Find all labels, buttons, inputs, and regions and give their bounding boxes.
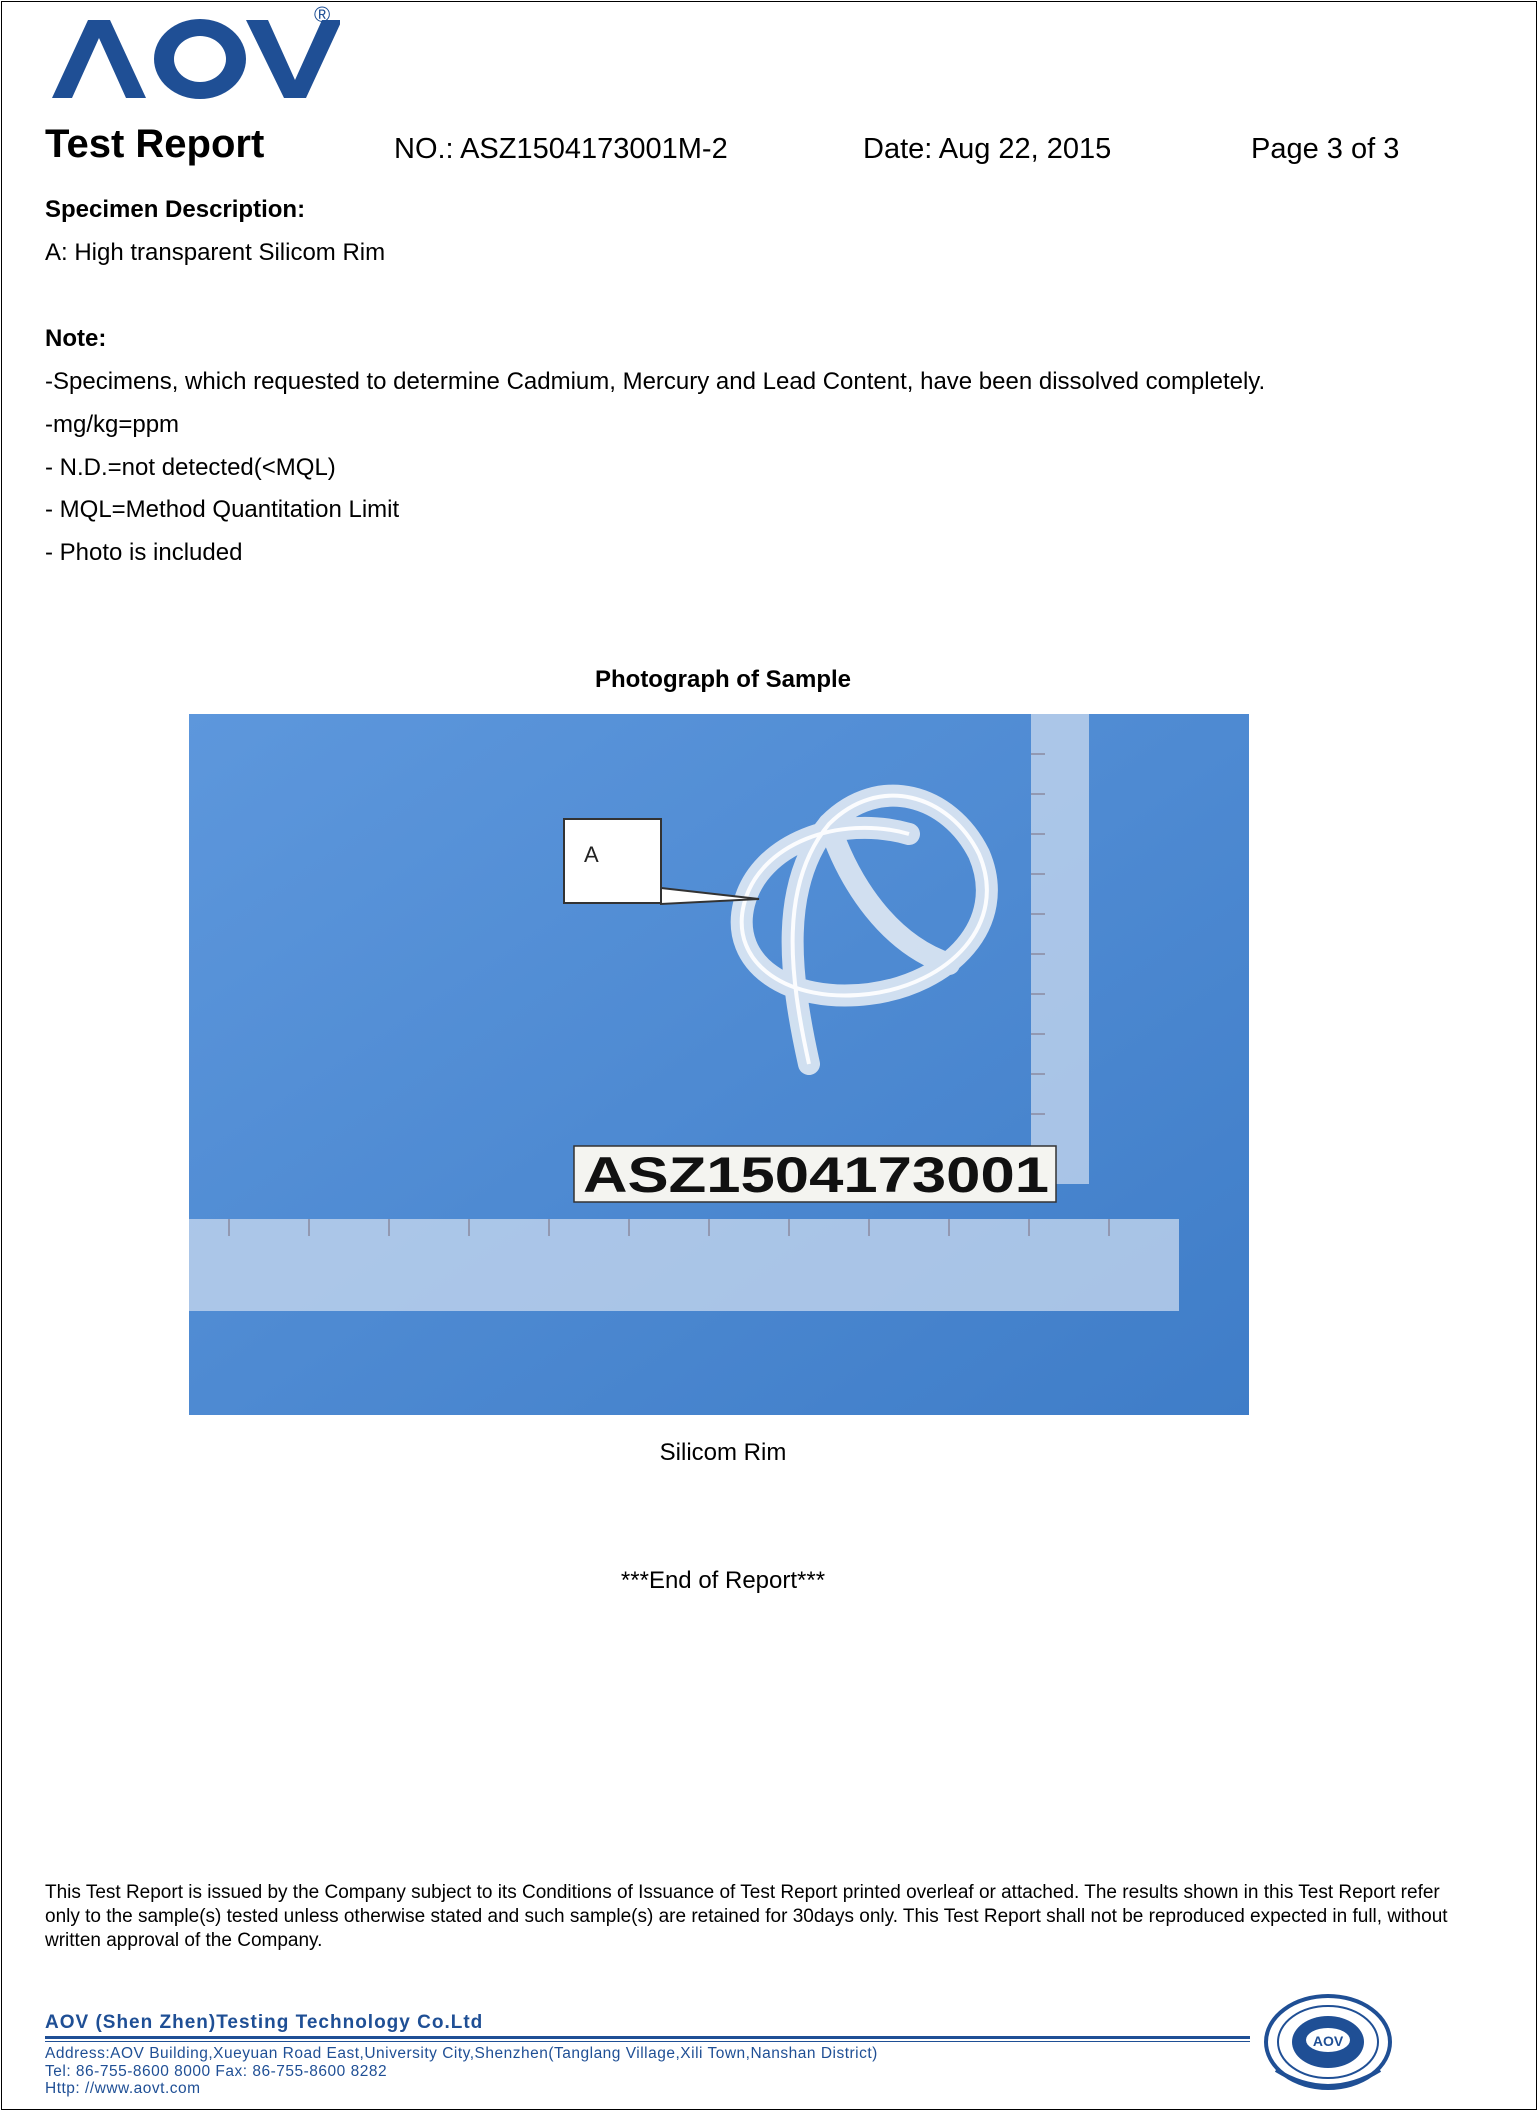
accreditation-seal-icon: [1258, 1990, 1398, 2102]
sample-photograph: [189, 714, 1249, 1415]
note-line: -mg/kg=ppm: [45, 411, 180, 438]
callout-label: A: [584, 842, 599, 867]
specimen-heading: Specimen Description:: [45, 196, 306, 223]
svg-text:AOV: AOV: [1312, 2033, 1344, 2049]
report-date: Date: Aug 22, 2015: [863, 133, 1112, 165]
end-of-report: ***End of Report***: [620, 1567, 826, 1594]
company-phone: Tel: 86-755-8600 8000 Fax: 86-755-8600 8282: [45, 2063, 388, 2080]
note-line: -Specimens, which requested to determine Cadmium, Mercury and Lead Content, have been dissolved completely.: [45, 368, 1266, 395]
page-number: Page 3 of 3: [1251, 133, 1400, 165]
company-website: Http: //www.aovt.com: [45, 2080, 201, 2097]
note-line: - MQL=Method Quantitation Limit: [45, 496, 400, 523]
note-line: - N.D.=not detected(<MQL): [45, 454, 336, 481]
disclaimer-text: This Test Report is issued by the Company subject to its Conditions of Issuance of Test Report printed overleaf or attached. The results shown in this Test Report refer only to the sample(s) tested unless otherwise stated and such sample(s) are retained for 30days only. This Test Report shall not be reproduced expected in full, without written approval of the Company.: [45, 1882, 1448, 1951]
specimen-item: A: High transparent Silicom Rim: [45, 239, 386, 266]
aov-logo: [50, 18, 340, 100]
horizontal-ruler: [189, 1219, 1179, 1311]
sample-photo-illustration: [189, 714, 1249, 1415]
company-address: Address:AOV Building,Xueyuan Road East,University City,Shenzhen(Tanglang Village,Xili Town,Nanshan District): [45, 2045, 878, 2062]
footer-rule: [45, 2036, 1250, 2039]
company-name: AOV (Shen Zhen)Testing Technology Co.Ltd: [45, 2012, 484, 2033]
report-title: Test Report: [45, 122, 265, 166]
photo-caption: Silicom Rim: [659, 1439, 787, 1466]
footer-rule: [45, 2041, 1250, 2042]
note-line: - Photo is included: [45, 539, 243, 566]
sample-id-label: ASZ1504173001: [583, 1147, 1049, 1203]
photo-title: Photograph of Sample: [594, 666, 851, 693]
note-heading: Note:: [45, 325, 107, 352]
report-number: NO.: ASZ1504173001M-2: [394, 133, 728, 165]
registered-mark: ®: [314, 2, 331, 27]
